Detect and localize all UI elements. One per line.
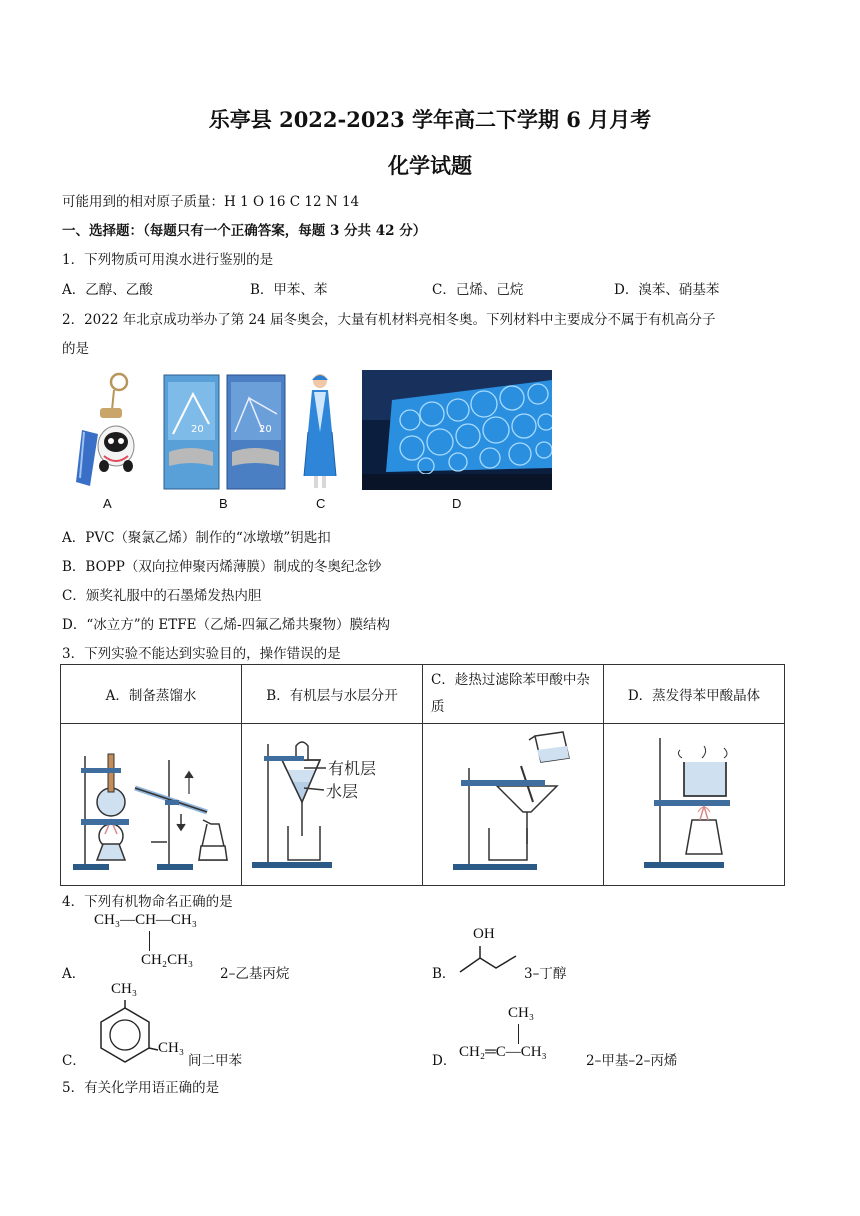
q1-option-b: B．甲苯、苯: [250, 282, 328, 298]
q3-experiment-table: [60, 664, 785, 886]
q4-stem: 4．下列有机物命名正确的是: [62, 894, 233, 910]
q4-b-letter: B．: [432, 966, 456, 982]
q4-d-name: 2–甲基–2–丙烯: [586, 1053, 678, 1069]
svg-text:20: 20: [191, 424, 204, 435]
fig-label-d: D: [452, 496, 462, 511]
q4-a-letter: A．: [62, 966, 86, 982]
svg-text:20: 20: [259, 424, 272, 435]
q4-c-name: 间二甲苯: [188, 1053, 242, 1069]
q2-option-c: C．颁奖礼服中的石墨烯发热内胆: [62, 588, 262, 604]
q4-c-methyl-top: CH₃: [111, 981, 138, 997]
atomic-masses: 可能用到的相对原子质量：H 1 O 16 C 12 N 14: [62, 194, 360, 210]
page-title: 乐亭县 2022-2023 学年高二下学期 6 月月考: [208, 107, 652, 132]
q4-b-oh: OH: [473, 926, 495, 942]
q4-a-name: 2–乙基丙烷: [220, 966, 290, 982]
organic-layer-label: 有机层: [328, 761, 377, 778]
q3-cell-a: [61, 724, 242, 886]
q1-option-c: C．己烯、己烷: [432, 282, 524, 298]
q4-b-name: 3–丁醇: [524, 966, 567, 982]
q4-c-benzene-ring: [92, 1000, 158, 1066]
q4-c-methyl-side: CH₃: [158, 1040, 185, 1056]
fig-label-a: A: [103, 496, 112, 511]
q4-d-methyl-top: CH₃: [508, 1005, 535, 1021]
page-subtitle: 化学试题: [388, 153, 472, 178]
q3-header-a: A．制备蒸馏水: [61, 665, 242, 724]
q4-d-structure: CH₂═C—CH₃: [459, 1044, 547, 1060]
q2-option-d: D．“冰立方”的 ETFE（乙烯-四氟乙烯共聚物）膜结构: [62, 617, 391, 633]
filtration-diagram: [423, 724, 603, 881]
q2-option-a: A．PVC（聚氯乙烯）制作的“冰墩墩”钥匙扣: [62, 530, 331, 546]
q4-a-structure-row2: CH₂CH₃: [141, 952, 194, 968]
q4-a-structure-row1: CH₃—CH—CH₃: [94, 912, 197, 928]
q2-stem-line2: 的是: [62, 341, 89, 357]
q2-stem-line1: 2．2022 年北京成功举办了第 24 届冬奥会，大量有机材料亮相冬奥。下列材料中主要成分不属于有机高分子: [62, 312, 716, 328]
q3-cell-b: [242, 724, 423, 886]
q1-option-a: A．乙醇、乙酸: [62, 282, 153, 298]
water-cube-image: [362, 370, 552, 490]
q4-a-bond: [149, 931, 150, 951]
q3-header-c: C．趁热过滤除苯甲酸中杂质: [423, 665, 604, 724]
q3-cell-c: [423, 724, 604, 886]
q4-d-bond: [518, 1024, 519, 1044]
q4-b-skeleton: [458, 944, 520, 976]
fig-label-c: C: [316, 496, 326, 511]
section-heading: 一、选择题：（每题只有一个正确答案，每题 3 分共 42 分）: [62, 223, 427, 239]
distillation-diagram: [61, 724, 241, 881]
fig-label-b: B: [219, 496, 228, 511]
q3-stem: 3．下列实验不能达到实验目的，操作错误的是: [62, 646, 341, 662]
water-layer-label: 水层: [326, 784, 359, 801]
q4-c-letter: C．: [62, 1053, 86, 1069]
q2-option-b: B．BOPP（双向拉伸聚丙烯薄膜）制成的冬奥纪念钞: [62, 559, 382, 575]
q4-d-letter: D．: [432, 1053, 457, 1069]
q3-cell-d: [604, 724, 785, 886]
q3-header-b: B．有机层与水层分开: [242, 665, 423, 724]
banknote-image: [163, 374, 287, 490]
keychain-image: [64, 370, 146, 490]
q5-stem: 5．有关化学用语正确的是: [62, 1080, 220, 1096]
q3-header-d: D．蒸发得苯甲酸晶体: [604, 665, 785, 724]
q1-option-d: D．溴苯、硝基苯: [614, 282, 720, 298]
evaporation-diagram: [604, 724, 784, 881]
dress-image: [298, 372, 342, 490]
separatory-funnel-diagram: [242, 724, 422, 881]
q1-stem: 1．下列物质可用溴水进行鉴别的是: [62, 252, 274, 268]
